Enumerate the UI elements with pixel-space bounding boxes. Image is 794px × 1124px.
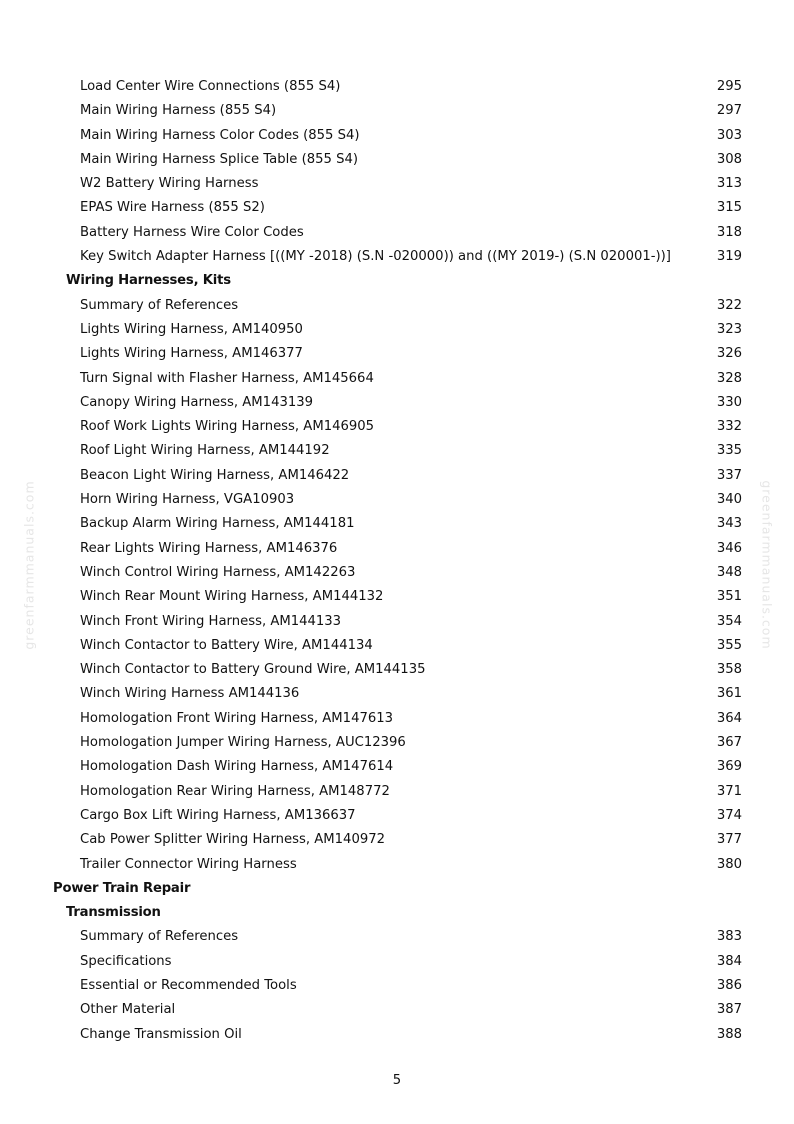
toc-entry[interactable] [0, 780, 794, 804]
toc-entry[interactable] [0, 634, 794, 658]
table-of-contents [0, 75, 794, 1047]
toc-entry-page-number: 386 [716, 977, 742, 993]
toc-entry-page-number: 313 [716, 176, 742, 192]
toc-entry[interactable] [0, 148, 794, 172]
toc-entry-title: Wiring Harnesses, Kits [66, 273, 231, 289]
toc-chapter-heading[interactable] [0, 877, 794, 901]
toc-entry[interactable] [0, 974, 794, 998]
toc-entry-title: Lights Wiring Harness, AM146377 [80, 346, 303, 362]
toc-entry[interactable] [0, 707, 794, 731]
toc-entry-page-number: 361 [716, 686, 742, 702]
toc-entry-title: Other Material [80, 1002, 176, 1018]
toc-entry-page-number: 358 [716, 662, 742, 678]
toc-entry[interactable] [0, 318, 794, 342]
toc-entry-title: Summary of References [80, 297, 239, 313]
toc-entry-page-number: 367 [716, 735, 742, 751]
toc-entry-title: Cab Power Splitter Wiring Harness, AM140972 [80, 832, 385, 848]
toc-entry-page-number: 319 [716, 249, 742, 265]
toc-section-heading[interactable] [0, 901, 794, 925]
toc-entry-title: Battery Harness Wire Color Codes [80, 224, 304, 240]
toc-entry-title: Essential or Recommended Tools [80, 977, 297, 993]
toc-entry-title: Lights Wiring Harness, AM140950 [80, 321, 303, 337]
toc-entry-page-number: 295 [716, 79, 742, 94]
toc-entry-page-number: 328 [716, 370, 742, 386]
toc-entry-title: Load Center Wire Connections (855 S4) [80, 79, 341, 94]
toc-entry-title: Homologation Rear Wiring Harness, AM148772 [80, 783, 390, 799]
toc-entry-page-number: 364 [716, 710, 742, 726]
toc-entry[interactable] [0, 998, 794, 1022]
toc-entry[interactable] [0, 925, 794, 949]
toc-entry[interactable] [0, 804, 794, 828]
toc-entry-page-number: 383 [716, 929, 742, 945]
toc-entry[interactable] [0, 537, 794, 561]
toc-entry-title: W2 Battery Wiring Harness [80, 176, 259, 192]
toc-entry-page-number: 377 [716, 832, 742, 848]
toc-entry-page-number: 323 [716, 321, 742, 337]
toc-entry[interactable] [0, 439, 794, 463]
toc-entry-title: Beacon Light Wiring Harness, AM146422 [80, 467, 350, 483]
toc-entry-page-number: 343 [716, 516, 742, 532]
watermark-right: greenfarmmanuals.com [759, 480, 775, 650]
toc-entry-page-number: 371 [716, 783, 742, 799]
toc-entry-page-number: 318 [716, 224, 742, 240]
toc-entry[interactable] [0, 488, 794, 512]
toc-entry-title: Main Wiring Harness (855 S4) [80, 103, 277, 119]
toc-entry-title: Power Train Repair [53, 880, 191, 896]
toc-entry-title: Trailer Connector Wiring Harness [80, 856, 297, 872]
toc-entry-title: Turn Signal with Flasher Harness, AM145664 [80, 370, 374, 386]
toc-entry-title: EPAS Wire Harness (855 S2) [80, 200, 265, 216]
toc-entry-title: Roof Work Lights Wiring Harness, AM146905 [80, 419, 375, 435]
toc-entry[interactable] [0, 342, 794, 366]
toc-entry-page-number: 322 [716, 297, 742, 313]
toc-entry-page-number: 351 [716, 589, 742, 605]
toc-entry[interactable] [0, 221, 794, 245]
toc-entry-title: Winch Front Wiring Harness, AM144133 [80, 613, 342, 629]
toc-entry-title: Change Transmission Oil [80, 1026, 242, 1042]
toc-entry-page-number: 315 [716, 200, 742, 216]
toc-entry[interactable] [0, 124, 794, 148]
toc-entry-page-number: 337 [716, 467, 742, 483]
toc-entry-title: Rear Lights Wiring Harness, AM146376 [80, 540, 338, 556]
toc-entry-title: Canopy Wiring Harness, AM143139 [80, 394, 314, 410]
toc-entry[interactable] [0, 245, 794, 269]
toc-entry[interactable] [0, 658, 794, 682]
toc-entry[interactable] [0, 853, 794, 877]
toc-entry[interactable] [0, 99, 794, 123]
watermark-left: greenfarmmanuals.com [21, 480, 37, 650]
toc-entry-title: Winch Contactor to Battery Wire, AM144134 [80, 637, 373, 653]
toc-entry[interactable] [0, 294, 794, 318]
toc-entry-title: Cargo Box Lift Wiring Harness, AM136637 [80, 807, 356, 823]
toc-entry-title: Winch Rear Mount Wiring Harness, AM144132 [80, 589, 384, 605]
toc-entry[interactable] [0, 415, 794, 439]
toc-entry-page-number: 355 [716, 637, 742, 653]
toc-entry[interactable] [0, 1023, 794, 1047]
toc-entry-title: Winch Control Wiring Harness, AM142263 [80, 564, 356, 580]
toc-entry-page-number: 330 [716, 394, 742, 410]
toc-entry-page-number: 374 [716, 807, 742, 823]
toc-entry-page-number: 297 [716, 103, 742, 119]
toc-entry[interactable] [0, 755, 794, 779]
toc-entry[interactable] [0, 682, 794, 706]
toc-entry[interactable] [0, 561, 794, 585]
toc-entry-title: Winch Wiring Harness AM144136 [80, 686, 300, 702]
toc-entry-title: Roof Light Wiring Harness, AM144192 [80, 443, 330, 459]
toc-entry[interactable] [0, 610, 794, 634]
toc-entry[interactable] [0, 731, 794, 755]
toc-entry-page-number: 380 [716, 856, 742, 872]
toc-entry-title: Winch Contactor to Battery Ground Wire, AM144135 [80, 662, 426, 678]
toc-entry-title: Summary of References [80, 929, 239, 945]
toc-entry[interactable] [0, 391, 794, 415]
toc-entry-page-number: 332 [716, 419, 742, 435]
toc-entry[interactable] [0, 585, 794, 609]
toc-entry-page-number: 387 [716, 1002, 742, 1018]
toc-entry[interactable] [0, 512, 794, 536]
toc-entry-page-number: 388 [716, 1026, 742, 1042]
toc-entry-title: Main Wiring Harness Color Codes (855 S4) [80, 127, 360, 143]
toc-entry-page-number: 340 [716, 492, 742, 508]
toc-entry[interactable] [0, 172, 794, 196]
toc-entry-page-number: 326 [716, 346, 742, 362]
toc-entry-title: Homologation Dash Wiring Harness, AM147614 [80, 759, 394, 775]
toc-entry-title: Main Wiring Harness Splice Table (855 S4) [80, 151, 359, 167]
toc-entry-title: Horn Wiring Harness, VGA10903 [80, 492, 295, 508]
toc-entry-page-number: 346 [716, 540, 742, 556]
toc-entry-title: Homologation Front Wiring Harness, AM147613 [80, 710, 394, 726]
toc-entry[interactable] [0, 950, 794, 974]
toc-entry-title: Homologation Jumper Wiring Harness, AUC12396 [80, 735, 406, 751]
toc-entry[interactable] [0, 464, 794, 488]
toc-entry-page-number: 369 [716, 759, 742, 775]
page-number: 5 [392, 1073, 402, 1088]
toc-entry-title: Specifications [80, 953, 172, 969]
toc-entry-page-number: 308 [716, 151, 742, 167]
toc-entry-title: Key Switch Adapter Harness [((MY -2018) (S.N -020000)) and ((MY 2019-) (S.N 020001-))] [80, 249, 671, 265]
toc-entry-page-number: 335 [716, 443, 742, 459]
toc-entry-page-number: 384 [716, 953, 742, 969]
toc-entry-title: Transmission [66, 905, 161, 921]
toc-entry-page-number: 354 [716, 613, 742, 629]
toc-entry-page-number: 348 [716, 564, 742, 580]
toc-entry[interactable] [0, 196, 794, 220]
toc-entry[interactable] [0, 75, 794, 99]
toc-entry-page-number: 303 [716, 127, 742, 143]
toc-section-heading[interactable] [0, 269, 794, 293]
toc-entry[interactable] [0, 828, 794, 852]
toc-entry-title: Backup Alarm Wiring Harness, AM144181 [80, 516, 355, 532]
toc-entry[interactable] [0, 367, 794, 391]
